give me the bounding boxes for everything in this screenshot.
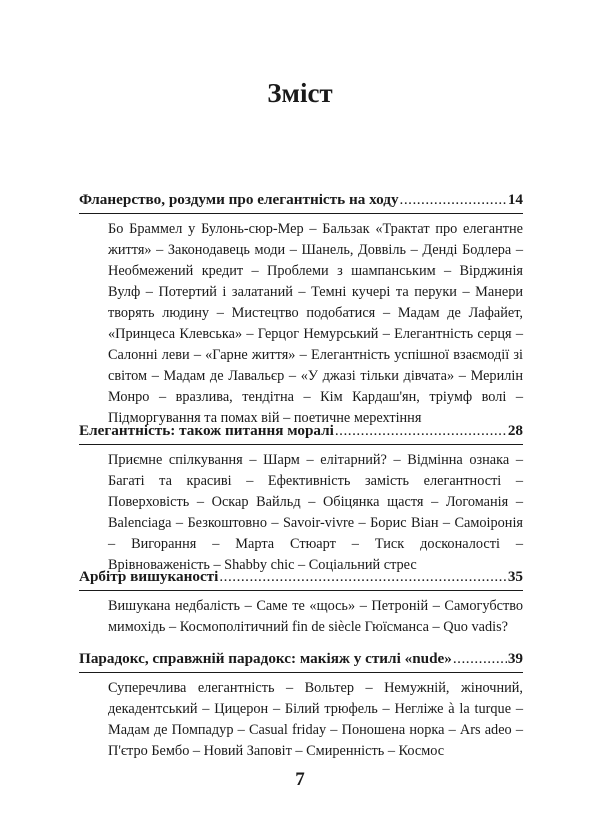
toc-entry-description: Приємне спілкування – Шарм – елітарний? – Відмінна ознака – Багаті та красиві – Ефективність замість елегантності – Поверховість – Оскар Вайльд – Обіцянка щастя – Логоманія – Balenciaga – Безкоштовно – Savoir-vivre – Борис Віан – Самоіронія – Вигорання – Марта Стюарт – Тиск досконалості – Врівноваженість – Shabby chic – Соціальний стрес <box>108 452 523 573</box>
toc-entry-description: Бо Браммел у Булонь-сюр-Мер – Бальзак «Трактат про елегантне життя» – Законодавець моди – Шанель, Доввіль – Денді Бодлера – Необмежений кредит – Проблеми з шампанським – Вірджинія Вулф – Потертий і залатаний – Темні кучері та перуки – Манери творять людину – Мистецтво подобатися – Мадам де Лафайет, «Принцеса Клевська» – Герцог Немурський – Елегантність серця – Салонні леви – «Гарне життя» – Елегантність успішної взаємодії зі світом – Мадам де Лавальєр – «У джазі тільки дівчата» – Мерилін Монро – вразлива, тендітна – Кім Кардаш'ян, тріумф волі – Підморгування та помах вій – поетичне мерехтіння <box>108 221 523 426</box>
toc-entry-3 <box>79 566 523 638</box>
toc-entry-page: 28 <box>507 422 523 439</box>
toc-entry-heading <box>79 648 523 673</box>
page-title: Зміст <box>267 78 333 108</box>
toc-entry-page: 39 <box>507 650 523 667</box>
toc-entry-heading <box>79 420 523 445</box>
toc-entry-title: Арбітр вишуканості <box>79 568 219 585</box>
toc-entry-page: 14 <box>507 191 523 208</box>
toc-entry-description: Вишукана недбалість – Саме те «щось» – Петроній – Самогубство мимохідь – Космополітичний fin de siècle Гюїсманса – Quo vadis? <box>108 598 523 635</box>
toc-entry-2 <box>79 420 523 576</box>
toc-entry-page: 35 <box>507 568 523 585</box>
dot-leader <box>335 420 507 441</box>
toc-entry-description: Суперечлива елегантність – Вольтер – Немужній, жіночний, декадентський – Цицерон – Білий трюфель – Негліже à la turque – Мадам де Помпадур – Casual friday – Поношена норка – Ars adeo – П'єтро Бембо – Новий Заповіт – Смиренність – Космос <box>108 680 523 759</box>
page-number: 7 <box>295 769 305 790</box>
toc-entry-heading <box>79 566 523 591</box>
toc-entry-title: Фланерство, роздуми про елегантність на ходу <box>79 191 399 208</box>
toc-entry-4 <box>79 648 523 762</box>
toc-entry-heading <box>79 189 523 214</box>
dot-leader <box>453 648 507 669</box>
toc-entry-title: Парадокс, справжній парадокс: макіяж у стилі «nude» <box>79 650 452 667</box>
toc-entry-1 <box>79 189 523 429</box>
dot-leader <box>219 566 506 587</box>
dot-leader <box>400 189 507 210</box>
toc-entry-title: Елегантність: також питання моралі <box>79 422 334 439</box>
